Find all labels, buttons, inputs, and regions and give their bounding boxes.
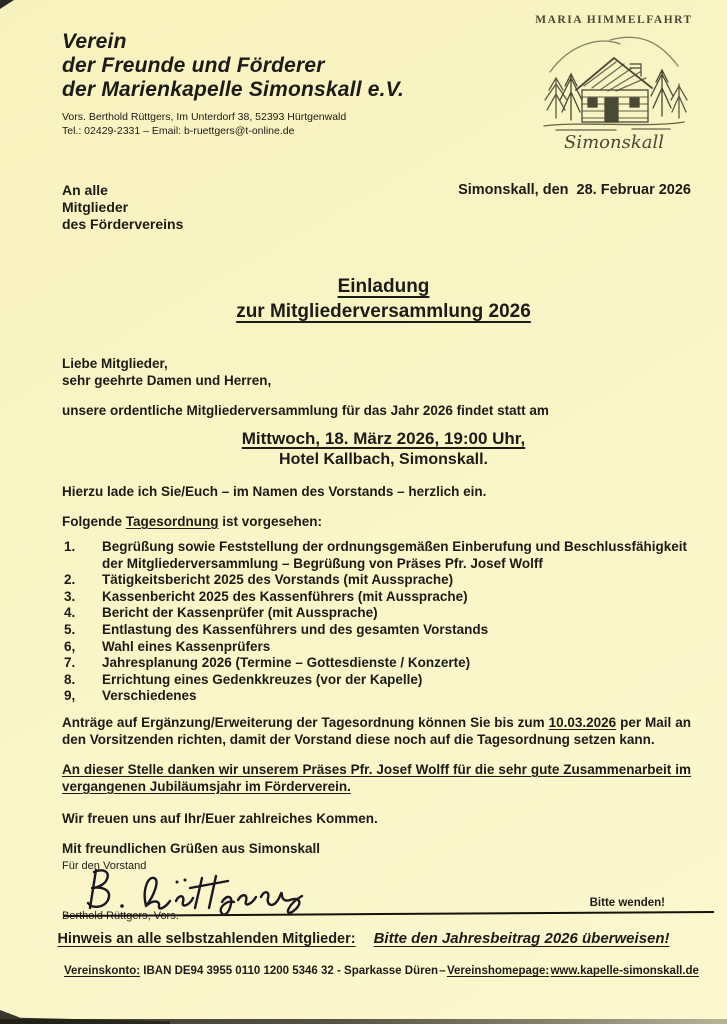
salutation-line-2: sehr geehrte Damen und Herren, <box>62 373 272 388</box>
org-name-line: Verein <box>62 30 127 53</box>
payment-notice <box>0 930 727 948</box>
agenda-item-number: 4. <box>64 605 76 621</box>
scan-artifact-bottom-edge <box>0 1019 727 1024</box>
agenda-item-number: 1. <box>64 539 76 554</box>
agenda-list <box>62 539 705 705</box>
agenda-item <box>62 539 705 572</box>
address-date-row <box>62 182 705 233</box>
chapel-etching-icon <box>538 28 690 134</box>
agenda-item-number: 5. <box>64 621 76 637</box>
event-date-time: Mittwoch, 18. März 2026, 19:00 Uhr, <box>241 429 526 448</box>
agenda-item-number: 3. <box>64 588 76 604</box>
letter-title <box>62 274 705 324</box>
agenda-item-number: 6, <box>64 638 76 654</box>
bank-account-value: IBAN DE94 3955 0110 1200 5346 32 - Sparkasse Düren <box>143 965 438 977</box>
event-location: Hotel Kallbach, Simonskall. <box>279 451 488 468</box>
agenda-item-number: 2. <box>64 572 76 588</box>
agenda-intro <box>62 513 705 530</box>
payment-notice-label: Hinweis an alle selbstzahlenden Mitglieder: <box>57 931 356 947</box>
bank-account-label: Vereinskonto: <box>64 965 141 977</box>
agenda-item-text: Verschiedenes <box>102 688 197 704</box>
agenda-item-text: Tätigkeitsbericht 2025 des Vorstands (mit Aussprache) <box>102 572 454 588</box>
dateline: Simonskall, den 28. Februar 2026 <box>458 182 691 198</box>
agenda-item-text: Kassenbericht 2025 des Kassenführers (mit Aussprache) <box>102 588 468 604</box>
salutation <box>62 355 705 389</box>
title-line-1: Einladung <box>337 276 430 297</box>
agenda-item <box>62 589 705 606</box>
for-board-line: Für den Vorstand <box>62 859 147 872</box>
amendments-text-after: per Mail an den Vorsitzenden richten, damit der Vorstand diese noch auf die Tagesordnung setzen kann. <box>62 714 691 747</box>
divider-rule <box>64 911 714 917</box>
footer-line <box>64 965 699 977</box>
footer-separator: – <box>439 965 446 977</box>
amendments-paragraph <box>62 714 705 748</box>
salutation-line-1: Liebe Mitglieder, <box>62 356 168 371</box>
event-details <box>62 428 705 470</box>
chapel-logo <box>523 14 705 153</box>
homepage-url: www.kapelle-simonskall.de <box>550 965 699 977</box>
bottom-section <box>0 897 727 977</box>
org-name-line: der Freunde und Förderer <box>62 54 325 77</box>
agenda-item-number: 9, <box>64 688 76 704</box>
thanks-text: An dieser Stelle danken wir unserem Präses Pfr. Josef Wolff für die sehr gute Zusammenarbeit im vergangenen Jubiläumsjahr im Förderverein. <box>62 761 691 794</box>
regards-line: Mit freundlichen Grüßen aus Simonskall <box>62 840 321 856</box>
agenda-item-text: Wahl eines Kassenprüfers <box>102 638 271 654</box>
homepage-label: Vereinshomepage: <box>446 965 550 977</box>
scan-artifact-top-left <box>0 0 14 9</box>
logo-caption-top: MARIA HIMMELFAHRT <box>535 14 693 26</box>
org-name-line: der Marienkapelle Simonskall e.V. <box>62 78 404 101</box>
signer-name: Berthold Rüttgers, Vors. <box>62 909 179 922</box>
payment-notice-message: Bitte den Jahresbeitrag 2026 überweisen! <box>373 930 670 947</box>
agenda-item-text: Entlastung des Kassenführers und des gesamten Vorstands <box>102 621 489 637</box>
addressee-line: An alle <box>62 182 108 198</box>
agenda-item <box>62 672 705 689</box>
thanks-paragraph <box>62 761 705 795</box>
looking-forward-line: Wir freuen uns auf Ihr/Euer zahlreiches Kommen. <box>62 810 378 826</box>
agenda-item <box>62 688 705 705</box>
title-line-2: zur Mitgliederversammlung 2026 <box>236 301 531 322</box>
agenda-item <box>62 655 705 672</box>
agenda-item <box>62 572 705 589</box>
turn-over-note: Bitte wenden! <box>589 897 665 909</box>
amendments-deadline: 10.03.2026 <box>548 714 617 730</box>
org-contact-address: Vors. Berthold Rüttgers, Im Unterdorf 38, 52393 Hürtgenwald <box>62 111 347 123</box>
addressee-line: Mitglieder <box>62 199 129 215</box>
agenda-item <box>62 622 705 639</box>
addressee-block <box>62 182 183 233</box>
invite-line: Hierzu lade ich Sie/Euch – im Namen des Vorstands – herzlich ein. <box>62 484 487 499</box>
agenda-item-text: Errichtung eines Gedenkkreuzes (vor der Kapelle) <box>102 671 423 687</box>
org-contact-phone-email: Tel.: 02429-2331 – Email: b-ruettgers@t-online.de <box>62 124 295 137</box>
agenda-item-number: 7. <box>64 655 76 671</box>
bank-account <box>64 965 438 977</box>
amendments-text-before: Anträge auf Ergänzung/Erweiterung der Tagesordnung können Sie bis zum <box>62 714 549 730</box>
addressee-line: des Fördervereins <box>62 216 184 232</box>
agenda-item-number: 8. <box>64 671 76 687</box>
agenda-intro-suffix: ist vorgesehen: <box>218 514 323 529</box>
agenda-intro-prefix: Folgende <box>62 514 126 529</box>
agenda-item-text: Bericht der Kassenprüfer (mit Aussprache) <box>102 605 378 621</box>
agenda-item <box>62 639 705 656</box>
agenda-item <box>62 605 705 622</box>
intro-line: unsere ordentliche Mitgliederversammlung für das Jahr 2026 findet statt am <box>62 403 549 418</box>
agenda-item-text: Begrüßung sowie Feststellung der ordnungsgemäßen Einberufung und Beschlussfähigkeit der Mitgliederversammlung – Begrüßung von Präses Pfr. Josef Wolff <box>102 539 688 571</box>
logo-caption-script: Simonskall <box>564 132 664 153</box>
agenda-intro-keyword: Tagesordnung <box>125 514 219 529</box>
agenda-item-text: Jahresplanung 2026 (Termine – Gottesdienste / Konzerte) <box>102 655 471 671</box>
